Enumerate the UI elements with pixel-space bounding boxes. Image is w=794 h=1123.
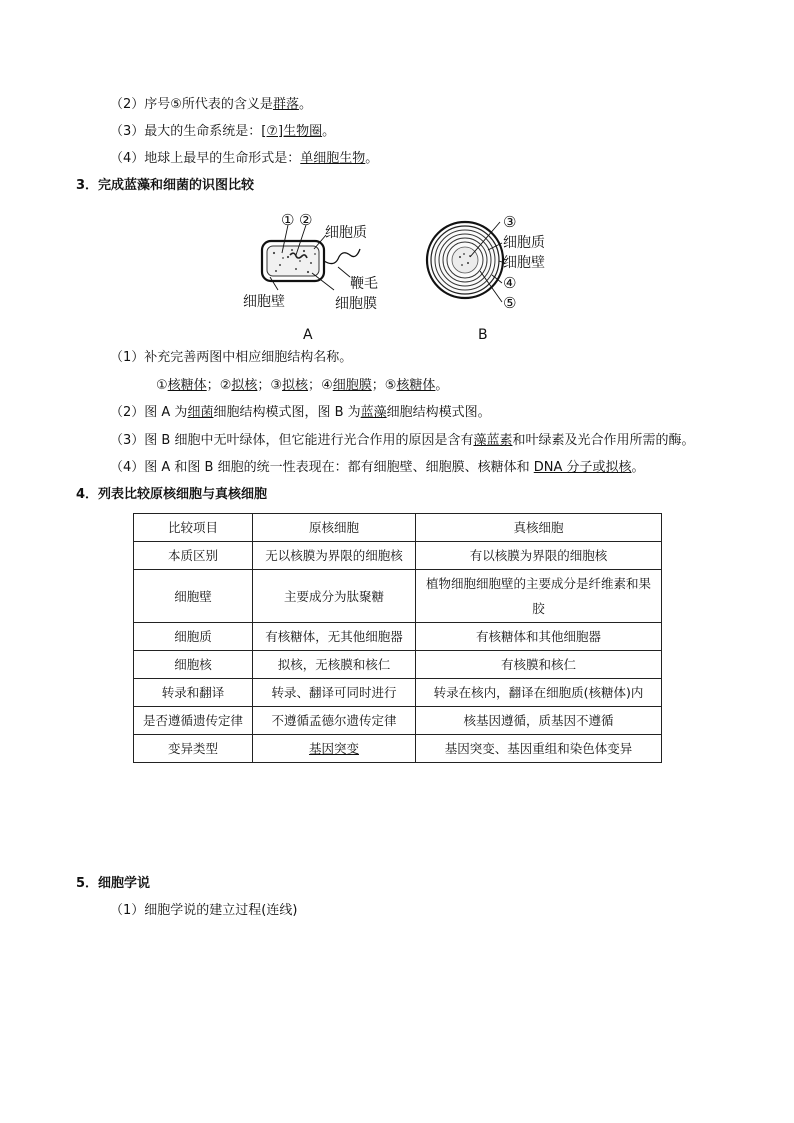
eukaryote-cell: 有核糖体和其他细胞器: [416, 623, 662, 651]
table-row: [134, 623, 662, 651]
sec3-q3: （3）图 B 细胞中无叶绿体，但它能进行光合作用的原因是含有藻蓝素和叶绿素及光合作用所需的酶。: [110, 433, 695, 448]
table-row: [134, 735, 662, 763]
label-n4: ④: [503, 274, 517, 292]
prokaryote-cell: 转录、翻译可同时进行: [253, 679, 416, 707]
bacterium-membrane: [267, 246, 319, 276]
caption-a: A: [303, 327, 313, 343]
answer-biosphere: [⑦]生物圈: [261, 124, 323, 139]
sec3-q4: （4）图 A 和图 B 细胞的统一性表现在：都有细胞壁、细胞膜、核糖体和 DNA 分子或拟核。: [110, 460, 645, 475]
label-a-cell-wall: 细胞壁: [243, 294, 285, 310]
sec3-q1-answers: ①核糖体；②拟核；③拟核；④细胞膜；⑤核糖体。: [156, 378, 449, 393]
figure-b-cyanobacterium: [420, 205, 510, 320]
item-cell: 细胞质: [134, 623, 253, 651]
q2-line-3: （3）最大的生命系统是：[⑦]生物圈。: [110, 124, 336, 139]
header-cell: 真核细胞: [416, 514, 662, 542]
table-row: [134, 707, 662, 735]
prokaryote-cell: 主要成分为肽聚糖: [253, 570, 416, 623]
eukaryote-cell: 核基因遵循，质基因不遵循: [416, 707, 662, 735]
label-n2: ②: [299, 211, 313, 229]
cyano-nucleoid: [452, 247, 478, 273]
answer-unicellular: 单细胞生物: [300, 151, 366, 166]
comparison-table: [133, 513, 662, 763]
header-cell: 原核细胞: [253, 514, 416, 542]
eukaryote-cell: 有以核膜为界限的细胞核: [416, 542, 662, 570]
item-cell: 变异类型: [134, 735, 253, 763]
sec5-q1: （1）细胞学说的建立过程(连线): [110, 903, 298, 918]
label-b-cytoplasm: 细胞质: [503, 235, 545, 251]
prokaryote-cell: 基因突变: [253, 735, 416, 763]
bacterium-flagellum: [324, 249, 360, 264]
sec3-q2: （2）图 A 为细菌细胞结构模式图，图 B 为蓝藻细胞结构模式图。: [110, 405, 491, 420]
item-cell: 是否遵循遗传定律: [134, 707, 253, 735]
label-n3: ③: [503, 213, 517, 231]
label-n1: ①: [281, 211, 295, 229]
label-b-cell-wall: 细胞壁: [503, 255, 545, 271]
label-n5: ⑤: [503, 294, 517, 312]
eukaryote-cell: 转录在核内，翻译在细胞质(核糖体)内: [416, 679, 662, 707]
prokaryote-cell: 无以核膜为界限的细胞核: [253, 542, 416, 570]
figure-a-bacterium: [230, 205, 400, 335]
label-a-cell-membrane: 细胞膜: [335, 296, 377, 312]
table-header-row: [134, 514, 662, 542]
eukaryote-cell: 植物细胞细胞壁的主要成分是纤维素和果胶: [416, 570, 662, 623]
section-3-heading: 3．完成蓝藻和细菌的识图比较: [76, 178, 255, 193]
table-row: [134, 651, 662, 679]
table-row: [134, 542, 662, 570]
answer-community: 群落: [272, 97, 299, 112]
q2-line-4: （4）地球上最早的生命形式是：单细胞生物。: [110, 151, 379, 166]
item-cell: 本质区别: [134, 542, 253, 570]
caption-b: B: [478, 327, 488, 343]
item-cell: 细胞壁: [134, 570, 253, 623]
eukaryote-cell: 有核膜和核仁: [416, 651, 662, 679]
prokaryote-cell: 有核糖体，无其他细胞器: [253, 623, 416, 651]
q2-line-2: （2）序号⑤所代表的含义是群落。: [110, 97, 312, 112]
section-4-heading: 4．列表比较原核细胞与真核细胞: [76, 487, 268, 502]
table-row: [134, 570, 662, 623]
eukaryote-cell: 基因突变、基因重组和染色体变异: [416, 735, 662, 763]
item-cell: 转录和翻译: [134, 679, 253, 707]
label-flagellum: 鞭毛: [350, 276, 378, 292]
table-row: [134, 679, 662, 707]
header-cell: 比较项目: [134, 514, 253, 542]
prokaryote-cell: 拟核，无核膜和核仁: [253, 651, 416, 679]
item-cell: 细胞核: [134, 651, 253, 679]
section-5-heading: 5．细胞学说: [76, 876, 151, 891]
prokaryote-cell: 不遵循孟德尔遗传定律: [253, 707, 416, 735]
label-a-cytoplasm: 细胞质: [325, 225, 367, 241]
sec3-q1: （1）补充完善两图中相应细胞结构名称。: [110, 350, 353, 365]
